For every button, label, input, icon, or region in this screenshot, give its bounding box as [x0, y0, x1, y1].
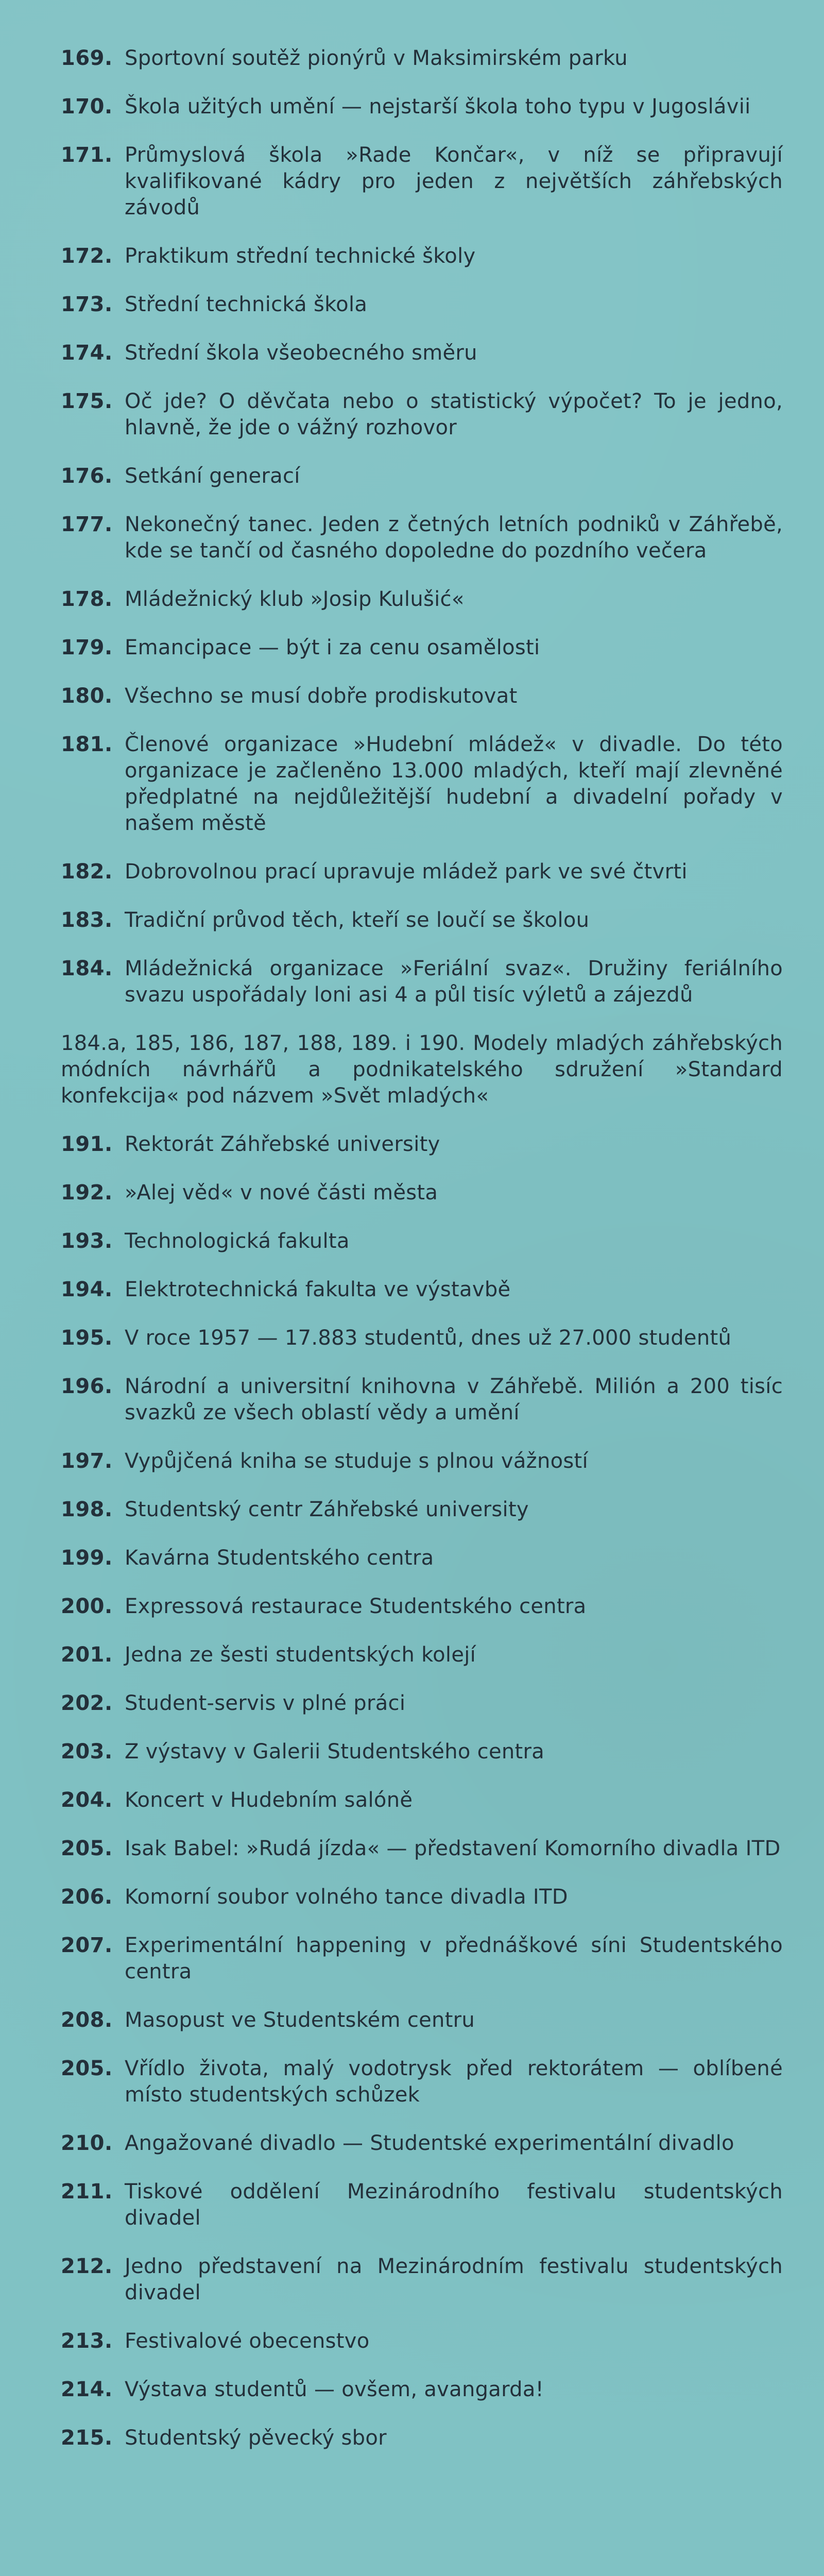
caption-entry: [61, 2253, 783, 2306]
caption-entry: [61, 94, 783, 120]
caption-entry: [61, 2425, 783, 2451]
caption-number: 171.: [61, 143, 113, 167]
caption-number: 181.: [61, 733, 113, 756]
caption-entry: [61, 859, 783, 885]
caption-number: 202.: [61, 1691, 113, 1715]
caption-number: 194.: [61, 1278, 113, 1301]
caption-number: 208.: [61, 2008, 113, 2032]
caption-text: Výstava studentů — ovšem, avangarda!: [125, 2378, 544, 2401]
caption-number: 179.: [61, 636, 113, 659]
caption-entry: [61, 292, 783, 318]
caption-text: Jedno představení na Mezinárodním festivalu studentských divadel: [125, 2255, 783, 2304]
caption-number: 211.: [61, 2180, 113, 2204]
caption-number: 175.: [61, 389, 113, 413]
caption-text: Průmyslová škola »Rade Končar«, v níž se připravují kvalifikované kádry pro jeden z největších záhřebských závodů: [125, 143, 783, 219]
caption-entry: [61, 1836, 783, 1862]
caption-entry: [61, 1642, 783, 1668]
caption-entry: [61, 1180, 783, 1206]
caption-entry: [61, 1787, 783, 1814]
caption-number: 174.: [61, 341, 113, 365]
caption-entry: [61, 635, 783, 661]
caption-text: Tradiční průvod těch, kteří se loučí se školou: [125, 908, 590, 932]
caption-entry: [61, 1277, 783, 1303]
caption-entry: [61, 732, 783, 837]
caption-text: Členové organizace »Hudební mládež« v divadle. Do této organizace je začleněno 13.000 mladých, kteří mají zlevněné předplatné na nejdůležitější hudební a divadelní pořady v našem městě: [125, 733, 783, 835]
caption-entry: [61, 1933, 783, 1985]
caption-entry: [61, 2007, 783, 2033]
caption-number: 201.: [61, 1643, 113, 1667]
caption-text: Kavárna Studentského centra: [125, 1546, 434, 1570]
caption-entry: [61, 2179, 783, 2231]
caption-text: Vypůjčená kniha se studuje s plnou vážností: [125, 1449, 588, 1473]
caption-text: Elektrotechnická fakulta ve výstavbě: [125, 1278, 511, 1301]
caption-number: 176.: [61, 464, 113, 488]
caption-entry: [61, 907, 783, 934]
caption-number: 195.: [61, 1326, 113, 1350]
caption-number: 215.: [61, 2426, 113, 2450]
caption-entry: [61, 142, 783, 221]
caption-text: Mládežnická organizace »Feriální svaz«. Družiny feriálního svazu uspořádaly loni asi 4 a půl tisíc výletů a zájezdů: [125, 957, 783, 1007]
caption-entry: [61, 1228, 783, 1255]
caption-number: 212.: [61, 2255, 113, 2278]
caption-number: 178.: [61, 587, 113, 611]
caption-number: 183.: [61, 908, 113, 932]
caption-entry: [61, 463, 783, 489]
caption-text: Jedna ze šesti studentských kolejí: [125, 1643, 476, 1667]
caption-text: Střední škola všeobecného směru: [125, 341, 477, 365]
caption-entry: [61, 243, 783, 269]
caption-number: 193.: [61, 1229, 113, 1253]
caption-text: 184.a, 185, 186, 187, 188, 189. i 190. Modely mladých záhřebských módních návrhářů a podnikatelského sdružení »Standard konfekcija« pod názvem »Svět mladých«: [61, 1031, 783, 1108]
caption-text: Studentský pěvecký sbor: [125, 2426, 387, 2450]
caption-entry: [61, 45, 783, 72]
caption-entry: [61, 1374, 783, 1426]
caption-entry: [61, 1545, 783, 1571]
caption-text: Angažované divadlo — Studentské experimentální divadlo: [125, 2131, 734, 2155]
caption-text: Praktikum střední technické školy: [125, 244, 476, 268]
caption-number: 192.: [61, 1181, 113, 1205]
caption-number: 206.: [61, 1885, 113, 1909]
caption-entry: [61, 1884, 783, 1910]
caption-entry: [61, 2328, 783, 2354]
caption-text: Oč jde? O děvčata nebo o statistický výpočet? To je jedno, hlavně, že jde o vážný rozhovor: [125, 389, 783, 439]
caption-number: 214.: [61, 2378, 113, 2401]
caption-entry: [61, 340, 783, 366]
caption-number: 177.: [61, 513, 113, 536]
caption-number: 198.: [61, 1498, 113, 1521]
caption-text: Národní a universitní knihovna v Záhřebě. Milión a 200 tisíc svazků ze všech oblastí vědy a umění: [125, 1375, 783, 1425]
caption-number: 210.: [61, 2131, 113, 2155]
caption-text: Student-servis v plné práci: [125, 1691, 406, 1715]
caption-text: Rektorát Záhřebské university: [125, 1132, 440, 1156]
caption-entry: [61, 586, 783, 613]
caption-text: Masopust ve Studentském centru: [125, 2008, 475, 2032]
caption-text: Komorní soubor volného tance divadla ITD: [125, 1885, 568, 1909]
caption-number: 196.: [61, 1375, 113, 1398]
caption-text: »Alej věd« v nové části města: [125, 1181, 438, 1205]
caption-text: Sportovní soutěž pionýrů v Maksimirském parku: [125, 46, 628, 70]
caption-entry: [61, 956, 783, 1008]
caption-entry: [61, 1690, 783, 1717]
caption-entry: [61, 2056, 783, 2108]
caption-text: V roce 1957 — 17.883 studentů, dnes už 27.000 studentů: [125, 1326, 732, 1350]
caption-list: [61, 45, 783, 2451]
caption-text: Setkání generací: [125, 464, 300, 488]
caption-number: 205.: [61, 2057, 113, 2080]
caption-entry: [61, 1030, 783, 1109]
caption-entry: [61, 1448, 783, 1475]
caption-text: Všechno se musí dobře prodiskutovat: [125, 684, 518, 708]
caption-text: Isak Babel: »Rudá jízda« — představení Komorního divadla ITD: [125, 1837, 781, 1860]
caption-text: Vřídlo života, malý vodotrysk před rektorátem — oblíbené místo studentských schůzek: [125, 2057, 783, 2107]
caption-number: 199.: [61, 1546, 113, 1570]
caption-number: 213.: [61, 2329, 113, 2353]
caption-number: 182.: [61, 860, 113, 884]
caption-entry: [61, 512, 783, 564]
caption-number: 172.: [61, 244, 113, 268]
caption-text: Nekonečný tanec. Jeden z četných letních podniků v Záhřebě, kde se tančí od časného dopoledne do pozdního večera: [125, 513, 783, 563]
caption-text: Škola užitých umění — nejstarší škola toho typu v Jugoslávii: [125, 95, 751, 118]
caption-number: 203.: [61, 1740, 113, 1764]
caption-text: Koncert v Hudebním salóně: [125, 1788, 413, 1812]
caption-text: Expressová restaurace Studentského centra: [125, 1595, 587, 1618]
caption-text: Z výstavy v Galerii Studentského centra: [125, 1740, 545, 1764]
caption-number: 180.: [61, 684, 113, 708]
caption-text: Střední technická škola: [125, 293, 368, 316]
caption-entry: [61, 683, 783, 709]
caption-entry: [61, 2130, 783, 2157]
caption-number: 184.: [61, 957, 113, 980]
caption-number: 191.: [61, 1132, 113, 1156]
caption-text: Experimentální happening v přednáškové síni Studentského centra: [125, 1934, 783, 1984]
caption-number: 200.: [61, 1595, 113, 1618]
caption-number: 207.: [61, 1934, 113, 1957]
caption-text: Studentský centr Záhřebské university: [125, 1498, 529, 1521]
caption-entry: [61, 1325, 783, 1351]
caption-number: 173.: [61, 293, 113, 316]
caption-entry: [61, 388, 783, 441]
caption-entry: [61, 2377, 783, 2403]
caption-entry: [61, 1739, 783, 1765]
caption-number: 205.: [61, 1837, 113, 1860]
caption-text: Mládežnický klub »Josip Kulušić«: [125, 587, 465, 611]
caption-number: 169.: [61, 46, 113, 70]
caption-entry: [61, 1497, 783, 1523]
caption-number: 197.: [61, 1449, 113, 1473]
caption-text: Festivalové obecenstvo: [125, 2329, 370, 2353]
caption-text: Tiskové oddělení Mezinárodního festivalu studentských divadel: [125, 2180, 783, 2230]
caption-number: 204.: [61, 1788, 113, 1812]
caption-text: Dobrovolnou prací upravuje mládež park ve své čtvrti: [125, 860, 688, 884]
caption-entry: [61, 1594, 783, 1620]
caption-number: 170.: [61, 95, 113, 118]
caption-text: Technologická fakulta: [125, 1229, 350, 1253]
caption-entry: [61, 1131, 783, 1158]
caption-text: Emancipace — být i za cenu osamělosti: [125, 636, 540, 659]
